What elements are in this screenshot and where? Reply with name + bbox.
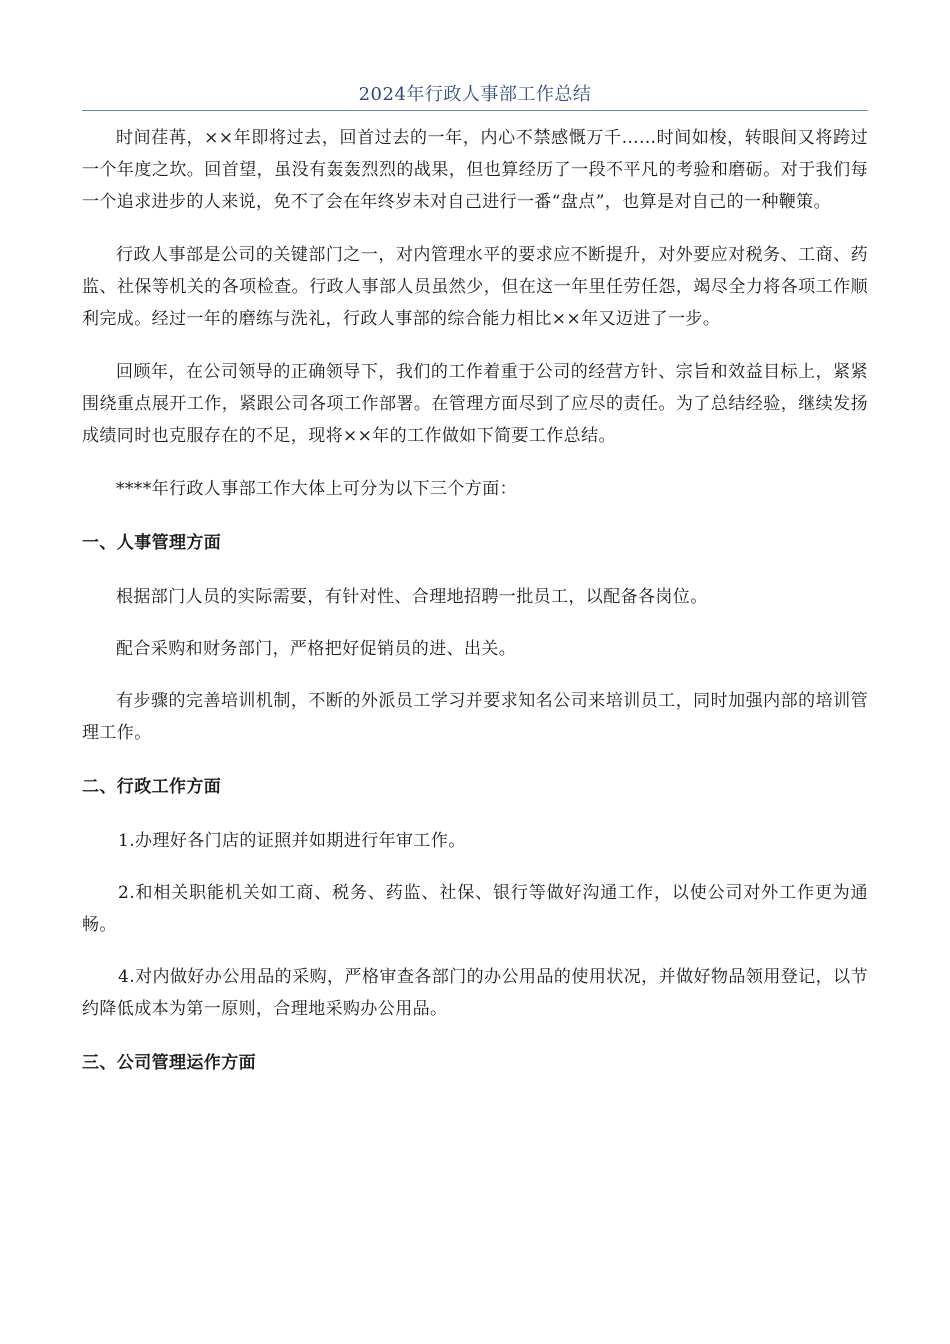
- section-1-item-3: 有步骤的完善培训机制，不断的外派员工学习并要求知名公司来培训员工，同时加强内部的培训管理工作。: [82, 691, 868, 743]
- section-2-item-1: 1.办理好各门店的证照并如期进行年审工作。: [118, 831, 466, 851]
- section-2-item-3: 4.对内做好办公用品的采购，严格审查各部门的办公用品的使用状况，并做好物品领用登记，以节约降低成本为第一原则，合理地采购办公用品。: [82, 967, 868, 1019]
- section-heading-personnel: 一、人事管理方面: [82, 533, 222, 553]
- page-header: [82, 80, 868, 111]
- section-heading-administration: 二、行政工作方面: [82, 777, 222, 797]
- document-title: 2024年行政人事部工作总结: [358, 84, 592, 105]
- section-heading-operations: 三、公司管理运作方面: [82, 1053, 256, 1073]
- section-2-item-2: 2.和相关职能机关如工商、税务、药监、社保、银行等做好沟通工作，以使公司对外工作更为通畅。: [82, 883, 868, 935]
- section-1-item-2: 配合采购和财务部门，严格把好促销员的进、出关。: [116, 639, 517, 659]
- intro-paragraph-2: 行政人事部是公司的关键部门之一，对内管理水平的要求应不断提升，对外要应对税务、工商、药监、社保等机关的各项检查。行政人事部人员虽然少，但在这一年里任劳任怨，竭尽全力将各项工作顺利完成。经过一年的磨练与洗礼，行政人事部的综合能力相比××年又迈进了一步。: [82, 245, 868, 329]
- section-1-item-1: 根据部门人员的实际需要，有针对性、合理地招聘一批员工，以配备各岗位。: [116, 587, 708, 607]
- intro-paragraph-1: 时间荏苒，××年即将过去，回首过去的一年，内心不禁感慨万千……时间如梭，转眼间又将跨过一个年度之坎。回首望，虽没有轰轰烈烈的战果，但也算经历了一段不平凡的考验和磨砺。对于我们每一个追求进步的人来说，免不了会在年终岁未对自己进行一番“盘点”，也算是对自己的一种鞭策。: [82, 128, 868, 212]
- document-body: [82, 122, 868, 1079]
- intro-paragraph-4: ****年行政人事部工作大体上可分为以下三个方面：: [116, 479, 517, 499]
- intro-paragraph-3: 回顾年，在公司领导的正确领导下，我们的工作着重于公司的经营方针、宗旨和效益目标上，紧紧围绕重点展开工作，紧跟公司各项工作部署。在管理方面尽到了应尽的责任。为了总结经验，继续发扬成绩同时也克服存在的不足，现将××年的工作做如下简要工作总结。: [82, 362, 868, 446]
